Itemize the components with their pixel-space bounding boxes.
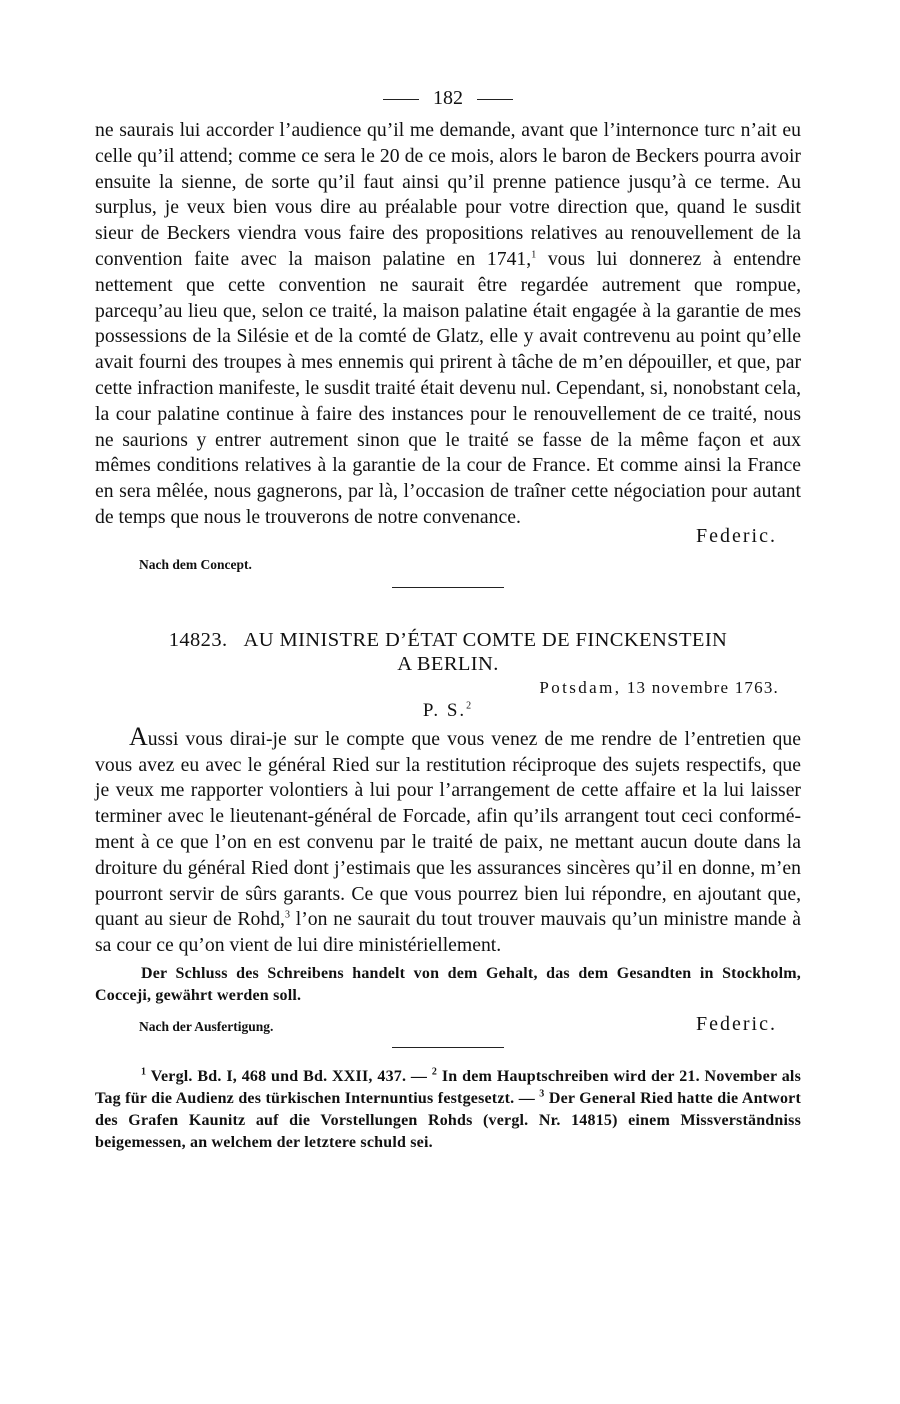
source-note: Nach dem Concept. [139, 556, 252, 572]
document-source-note: Nach der Ausfertigung. [139, 1018, 274, 1034]
page-number-dash-left [383, 99, 419, 100]
document-recipient: AU MINISTRE D’ÉTAT COMTE DE FINCKENSTEIN [243, 628, 728, 651]
postscript-body-part1: ussi vous dirai-je sur le compte que vous venez de me rendre de l’entretien que vous avez eu avec le général Ried sur la restitution réciproque des sujets respectifs, que je veux me rapporter volontiers à lui pour l’arrangement de cette affaire et la lui laisser terminer avec le lieutenant-général de Forcade, afin qu’ils arrangent tout ceci conformément à ce que l’on en est convenu par le traité de paix, ne mettant aucun doute dans la droiture du général Ried dont j’estimais que les assurances sincères qu’il en donne, m’en pourront servir de sûrs garants. Ce que vous pourrez bien lui répondre, en ajoutant que, quant au sieur de Rohd, [95, 727, 801, 931]
document-heading-line2: A BERLIN. [397, 652, 499, 675]
date: 13 novembre 1763. [626, 677, 779, 697]
document-heading-line1 [95, 628, 801, 652]
dropcap: A [129, 721, 148, 751]
editor-note: Der Schluss des Schreibens handelt von dem Gehalt, das dem Gesandten in Stockholm, Cocceji, gewährt werden soll. [95, 964, 801, 1004]
book-page [95, 78, 801, 1154]
footnote-text-2: In dem Hauptschreiben wird der 21. November als Tag für die Audienz des türkischen Internuntius festgesetzt. — [95, 1067, 801, 1107]
postscript-body [95, 721, 801, 959]
footnote-ref-3: 3 [284, 909, 290, 921]
place: Potsdam, [539, 677, 622, 697]
postscript-body-part2: l’on ne saurait du tout trouver mauvais qu’un ministre mande à sa cour ce qu’on vient de lui dire ministériellement. [95, 908, 801, 957]
footnote-text-1: Vergl. Bd. I, 468 und Bd. XXII, 437. — [150, 1067, 432, 1085]
place-date-line [95, 678, 801, 698]
document-signature: Federic. [696, 1012, 777, 1035]
page-number-line [95, 78, 801, 118]
footnote-ref-2: 2 [466, 700, 474, 712]
footnotes [95, 1066, 801, 1154]
letter-closing [95, 524, 801, 557]
document-heading-block [95, 628, 801, 722]
page-number-dash-right [477, 99, 513, 100]
footnote-divider [392, 1047, 504, 1048]
page-number: 182 [433, 87, 463, 109]
document-number: 14823. [168, 628, 228, 651]
footnote-text-3: Der General Ried hatte die Antwort des Grafen Kaunitz auf die Vorstellungen Rohds (vergl. Nr. 14815) einem Missverständniss beigemessen, an welchem der letztere schuld sei. [95, 1089, 801, 1151]
section-divider [392, 587, 504, 588]
signature: Federic. [696, 524, 777, 547]
postscript-text: P. S. [422, 699, 467, 721]
footnote-mark-1: 1 [141, 1066, 147, 1078]
footnote-ref-1: 1 [531, 249, 537, 261]
footnote-mark-2: 2 [431, 1066, 438, 1078]
document-closing [95, 1012, 801, 1041]
letter-paragraph-rest: vous lui donnerez à entendre nettement que cette convention ne saurait être regardée autrement que rompue, parcequ’au lieu que, selon ce traité, la maison palatine était engagée à la garantie de mes possessions de la Silésie et de la comté de Glatz, elle y avait contrevenu au point qu’elle avait fourni des troupes à mes ennemis qui prirent à tâche de m’en dépouiller, et que, par cette infraction manifeste, le susdit traité était devenu nul. Cependant, si, nonobstant cela, la cour palatine continue à faire des instances pour le renouvellement de ce traité, nous ne saurions y entrer autrement sinon que le traité se fasse de la même façon et aux mêmes conditions relatives à la garantie de la cour de France. Et comme ainsi la France en sera mêlée, nous gagnerons, par là, l’occasion de traîner cette négociation pour autant de temps que nous le trouverons de notre convenance. [95, 247, 801, 528]
letter-continuation-paragraph [95, 118, 801, 531]
postscript-label [95, 700, 801, 722]
footnote-mark-3: 3 [539, 1088, 545, 1100]
letter-paragraph-text: ne saurais lui accorder l’audience qu’il me demande, avant que l’internonce turc n’ait eu celle qu’il attend; comme ce sera le 20 de ce mois, alors le baron de Beckers pourra avoir ensuite la sienne, de sorte qu’il faut ainsi qu’il prenne patience jusqu’à ce terme. Au surplus, je veux bien vous dire au préalable pour votre direction que, quand le susdit sieur de Beckers viendra vous faire des propositions relatives au renouvellement de la convention faite avec la maison palatine en 1741, [95, 119, 801, 270]
